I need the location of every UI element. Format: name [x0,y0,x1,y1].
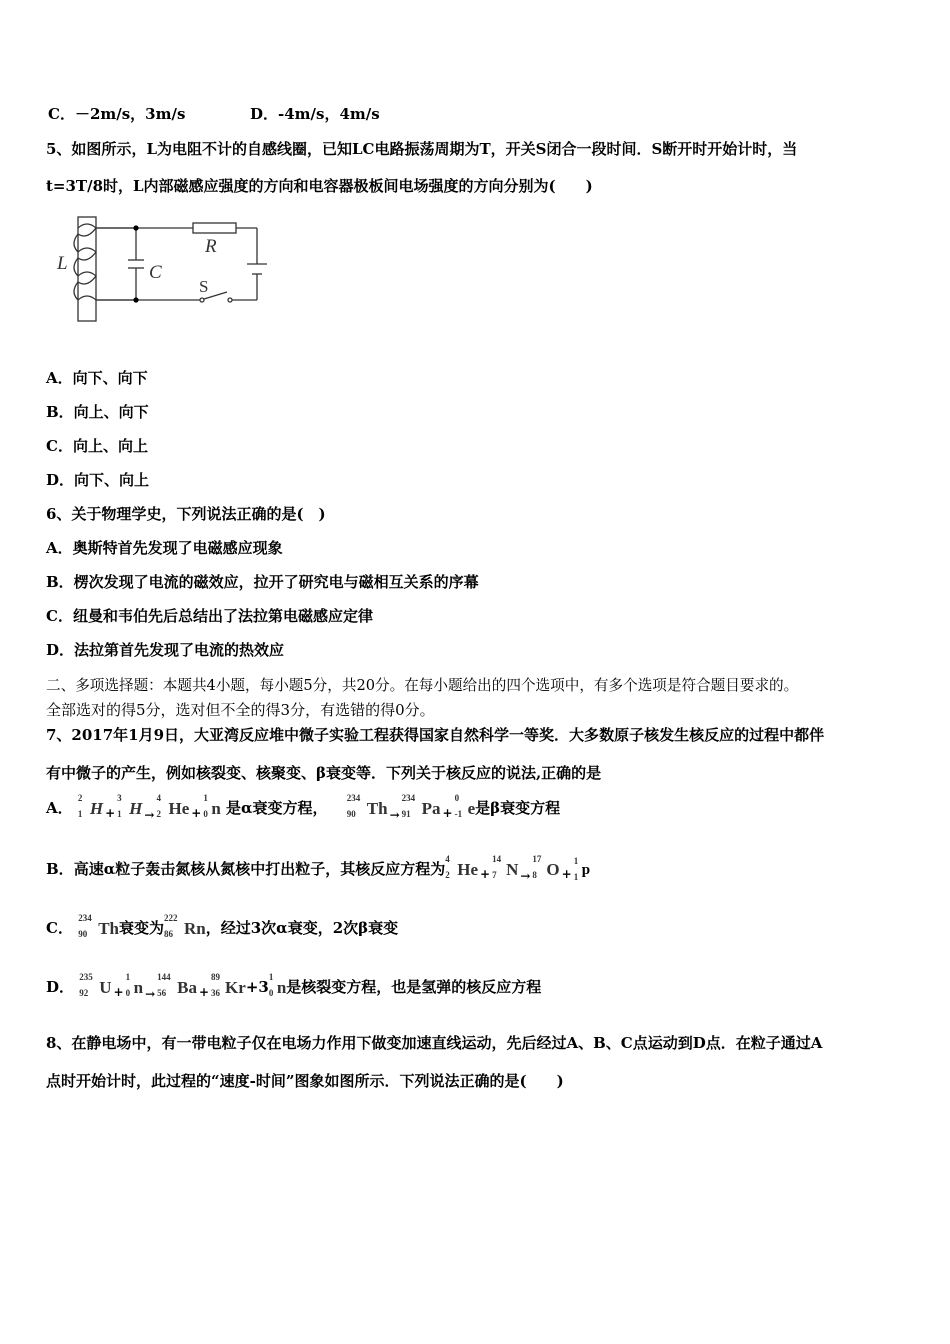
nuclide-pa234: 234 91 Pa [401,793,441,819]
section2-line1: 二、多项选择题：本题共4小题，每小题5分，共20分。在每小题给出的四个选项中，有多个选项是符合题目要求的。 [46,677,799,694]
nuclide-u235: 235 92 U [79,972,112,998]
q7-option-c [46,913,399,939]
q5-option-c: C．向上、向上 [46,437,148,455]
q7-c-text1: 衰变为 [118,919,164,937]
q5-stem-line1: 5、如图所示，L为电阻不计的自感线圈，已知LC电路振荡周期为T，开关S闭合一段时间．S断开时开始计时，当 [46,140,798,158]
nuclide-rn222: 222 86 Rn [164,913,206,939]
q6-stem: 6、关于物理学史，下列说法正确的是( ) [46,505,326,523]
label-l: L [57,253,68,274]
inductor-core [78,217,96,321]
q7-option-a: A． 2 1 H $_+$ 3 1 H $_\to$ 4 2 He $_+$ 1 0 n 是α衰变方程， 234 90 Th $_\to$ 234 91 Pa $_+$ 0 -1 e是β衰变方程 [46,793,561,822]
q7-c-label: C． [46,919,73,937]
nuclide-ba144: 144 56 Ba [157,972,197,998]
q7-option-b: B．高速α粒子轰击氮核从氮核中打出粒子，其核反应方程为 4 2 He $_+$ 14 7 N $_\to$ 17 8 O $_+$ 1 1 p [46,854,591,883]
q7-b-label: B． [46,860,74,878]
label-s: S [199,277,209,296]
junction-dot-top [133,225,138,230]
q7-a-label: A． [46,799,73,817]
q5-stem-line2: t=3T/8时，L内部磁感应强度的方向和电容器极板间电场强度的方向分别为( ) [46,177,593,195]
q4-option-d: D．-4m/s，4m/s [250,105,380,123]
nuclide-n14: 14 7 N [492,854,519,880]
q7-stem-line2: 有中微子的产生，例如核裂变、核聚变、β衰变等．下列关于核反应的说法,正确的是 [46,764,602,782]
capacitor [128,260,144,268]
nuclide-h2: 2 1 H [77,793,104,819]
q7-c-text2: ，经过3次α衰变，2次β衰变 [205,919,399,937]
q7-d-text1: 是核裂变方程，也是氢弹的核反应方程 [286,978,542,996]
nuclide-th234: 234 90 Th [78,913,119,939]
q5-circuit-diagram [50,212,280,327]
nuclide-he4: 4 2 He [156,793,190,819]
nuclide-kr89: 89 36 Kr [211,972,246,998]
q6-option-b: B．楞次发现了电流的磁效应，拉开了研究电与磁相互关系的序幕 [46,573,479,591]
label-r: R [205,236,217,257]
q7-d-label: D． [46,978,75,996]
q7-b-text1: 高速α粒子轰击氮核从氮核中打出粒子，其核反应方程为 [73,860,446,878]
q5-option-d: D．向下、向上 [46,471,150,489]
nuclide-he4: 4 2 He [445,854,479,880]
label-c: C [149,262,162,283]
junction-dot-bottom [133,297,138,302]
q7-a-text2: 是β衰变方程 [475,799,561,817]
nuclide-o17: 17 8 O [532,854,560,880]
q4-option-c: C．－2m/s，3m/s [48,105,186,123]
nuclide-electron: 0 -1 e [454,793,476,819]
inductor-coil [74,224,136,300]
nuclide-n1: 1 0 n [125,972,144,998]
q5-option-a: A．向下、向下 [46,369,148,387]
q8-stem-line1: 8、在静电场中，有一带电粒子仅在电场力作用下做变加速直线运动，先后经过A、B、C点运动到D点．在粒子通过A [46,1034,823,1052]
circuit-wires [96,228,257,300]
section2-line2: 全部选对的得5分，选对但不全的得3分，有选错的得0分。 [46,701,435,719]
nuclide-h3: 3 1 H [117,793,143,819]
nuclide-n1: 1 0 n [203,793,221,819]
q7-option-d: D． 235 92 U $_+$ 1 0 n $_\to$ 144 56 Ba $_+$ 89 36 Kr+3 1 0 n是核裂变方程，也是氢弹的核反应方程 [46,972,542,1001]
q6-option-a: A．奥斯特首先发现了电磁感应现象 [46,539,283,557]
q7-stem-line1: 7、2017年1月9日，大亚湾反应堆中微子实验工程获得国家自然科学一等奖．大多数原子核发生核反应的过程中都伴 [46,726,825,744]
q7-a-text1: 是α衰变方程， [226,799,328,817]
q8-stem-line2: 点时开始计时，此过程的“速度-时间”图象如图所示．下列说法正确的是( ) [46,1072,564,1090]
battery [247,264,267,274]
nuclide-proton: 1 1 p [573,855,591,882]
q7-d-coef: +3 [245,978,269,996]
nuclide-th234: 234 90 Th [346,793,388,819]
q5-option-b: B．向上、向下 [46,403,149,421]
q6-option-c: C．纽曼和韦伯先后总结出了法拉第电磁感应定律 [46,607,373,625]
resistor [193,223,236,233]
nuclide-n1: 1 0 n [268,972,287,998]
q6-option-d: D．法拉第首先发现了电流的热效应 [46,641,285,659]
